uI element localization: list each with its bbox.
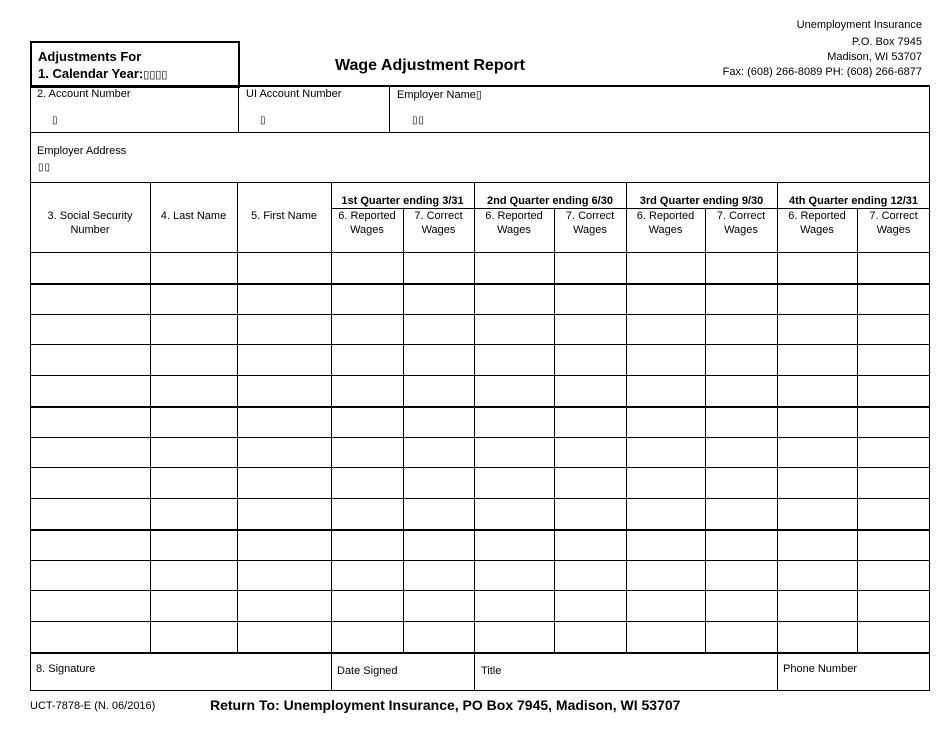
col-line-q2	[554, 208, 555, 652]
table-row[interactable]	[30, 375, 930, 376]
adjustments-box	[30, 41, 240, 88]
ui-account-number-input[interactable]: ▯	[260, 115, 267, 126]
phone-number-label: Phone Number	[783, 663, 857, 675]
form-code: UCT-7878-E (N. 06/2016)	[30, 700, 156, 712]
form-right-border	[929, 85, 930, 691]
agency-contact: Fax: (608) 266-8089 PH: (608) 266-6877	[722, 66, 922, 78]
employer-name-label: Employer Name▯	[397, 89, 482, 101]
agency-city: Madison, WI 53707	[827, 51, 922, 63]
ui-account-number-label: UI Account Number	[246, 88, 342, 100]
q1-correct-header: 7. Correct Wages	[414, 210, 463, 236]
adjustments-heading: Adjustments For	[38, 49, 142, 64]
table-row[interactable]	[30, 314, 930, 315]
q3-correct-header: 7. Correct Wages	[716, 210, 766, 236]
agency-pobox: P.O. Box 7945	[851, 36, 922, 48]
employer-name-input[interactable]: ▯▯	[412, 115, 426, 126]
col-line-q4	[857, 208, 858, 652]
account-divider-2	[389, 86, 390, 132]
table-row[interactable]	[30, 437, 930, 438]
table-row[interactable]	[30, 283, 930, 285]
table-row[interactable]	[30, 560, 930, 561]
table-row[interactable]	[30, 652, 930, 654]
calendar-year-input[interactable]: ▯▯▯▯	[143, 69, 168, 81]
form-bottom-border	[30, 690, 930, 691]
header-bottom-line	[30, 252, 930, 253]
table-row[interactable]	[30, 467, 930, 468]
account-number-input[interactable]: ▯	[52, 115, 59, 126]
account-number-label: 2. Account Number	[37, 88, 131, 100]
table-row[interactable]	[30, 529, 930, 531]
quarter-3-header: 3rd Quarter ending 9/30	[639, 195, 764, 207]
last-name-header: 4. Last Name	[160, 210, 227, 222]
col-line-q3-end	[777, 182, 778, 690]
first-name-header: 5. First Name	[250, 210, 317, 222]
col-line-q1-end	[474, 182, 475, 690]
q4-reported-header: 6. Reported Wages	[788, 210, 846, 236]
q3-reported-header: 6. Reported Wages	[636, 210, 695, 236]
title-label: Title	[481, 665, 502, 677]
q2-correct-header: 7. Correct Wages	[565, 210, 615, 236]
account-divider-1	[238, 86, 239, 132]
address-row-bottom	[30, 182, 930, 183]
page-title: Wage Adjustment Report	[335, 57, 525, 74]
form-top-border	[30, 85, 930, 87]
return-to: Return To: Unemployment Insurance, PO Box 7945, Madison, WI 53707	[210, 697, 681, 713]
account-row-bottom	[30, 132, 930, 133]
employer-address-label: Employer Address	[37, 145, 127, 157]
col-line-q1	[403, 208, 404, 652]
table-row[interactable]	[30, 498, 930, 499]
calendar-year-label	[38, 66, 167, 81]
form-left-border	[30, 85, 31, 691]
table-row[interactable]	[30, 344, 930, 345]
ssn-header: 3. Social Security Number	[47, 210, 133, 236]
q1-reported-header: 6. Reported Wages	[338, 210, 396, 236]
date-signed-label: Date Signed	[337, 665, 398, 677]
q4-correct-header: 7. Correct Wages	[869, 210, 918, 236]
table-row[interactable]	[30, 621, 930, 622]
signature-label: 8. Signature	[36, 663, 96, 675]
col-line-first	[331, 182, 332, 690]
employer-address-input[interactable]: ▯▯	[38, 162, 52, 173]
table-row[interactable]	[30, 406, 930, 408]
quarter-1-header: 1st Quarter ending 3/31	[341, 195, 464, 207]
agency-name: Unemployment Insurance	[796, 19, 922, 31]
agency-address	[723, 18, 922, 80]
col-line-q3	[705, 208, 706, 652]
quarter-4-header: 4th Quarter ending 12/31	[789, 195, 918, 207]
q2-reported-header: 6. Reported Wages	[485, 210, 543, 236]
table-row[interactable]	[30, 590, 930, 591]
quarter-2-header: 2nd Quarter ending 6/30	[487, 195, 613, 207]
calendar-year-text: 1. Calendar Year:	[38, 66, 144, 81]
